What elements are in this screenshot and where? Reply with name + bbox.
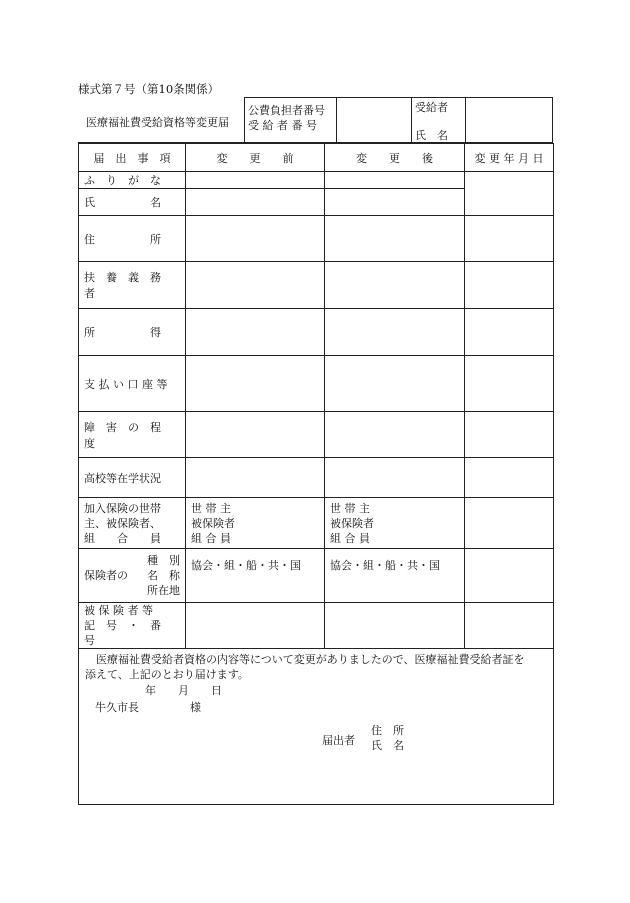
income-after[interactable] [325, 309, 465, 356]
recipient-number-label: 受 給 者 番 号 [248, 119, 317, 132]
supporter-before[interactable] [186, 262, 325, 309]
recipient-name-label: 氏 名 [415, 129, 448, 142]
notice-area [79, 649, 554, 805]
insurer-date[interactable] [465, 549, 554, 603]
name-after[interactable] [325, 189, 465, 216]
row-label-name: 氏 名 [79, 189, 186, 216]
col-item: 届 出 事 項 [79, 144, 186, 172]
symbol-before[interactable] [186, 603, 325, 649]
row-label-furigana: ふ り が な [79, 172, 186, 189]
insurer-after[interactable]: 協会・組・船・共・国 [325, 549, 465, 603]
form-title: 医療福祉費受給資格等変更届 [86, 116, 229, 129]
row-label-account: 支 払 い 口 座 等 [79, 356, 186, 412]
form-header [78, 97, 552, 142]
row-label-insured: 加入保険の世帯 主、被保険者、 組 合 員 [79, 498, 186, 549]
account-date[interactable] [465, 356, 554, 412]
notice-date: 年 月 日 [145, 684, 222, 697]
symbol-date[interactable] [465, 603, 554, 649]
income-before[interactable] [186, 309, 325, 356]
income-date[interactable] [465, 309, 554, 356]
col-date: 変 更 年 月 日 [465, 144, 554, 172]
account-before[interactable] [186, 356, 325, 412]
address-after[interactable] [325, 216, 465, 262]
row-label-income: 所 得 [79, 309, 186, 356]
insured-after[interactable]: 世 帯 主 被保険者 組 合 員 [325, 498, 465, 549]
insured-date[interactable] [465, 498, 554, 549]
row-label-insurer: 保険者の 種 別 名 称 所在地 [79, 549, 186, 603]
symbol-after[interactable] [325, 603, 465, 649]
name-before[interactable] [186, 189, 325, 216]
account-after[interactable] [325, 356, 465, 412]
number-field[interactable] [338, 99, 410, 141]
honorific: 様 [190, 701, 201, 714]
recipient-label: 受給者 [415, 101, 448, 114]
supporter-after[interactable] [325, 262, 465, 309]
form-label: 様式第７号（第10条関係） [78, 82, 220, 96]
public-number-label: 公費負担者番号 [248, 104, 325, 117]
col-after: 変 更 後 [325, 144, 465, 172]
school-before[interactable] [186, 458, 325, 498]
supporter-date[interactable] [465, 262, 554, 309]
change-table [78, 143, 554, 805]
school-after[interactable] [325, 458, 465, 498]
insurer-before[interactable]: 協会・組・船・共・国 [186, 549, 325, 603]
applicant-name-label: 氏 名 [371, 739, 404, 752]
col-before: 変 更 前 [186, 144, 325, 172]
disability-date[interactable] [465, 412, 554, 458]
address-date[interactable] [465, 216, 554, 262]
row-label-disability: 障 害 の 程 度 [79, 412, 186, 458]
notice-text-1: 医療福祉費受給者資格の内容等について変更がありましたので、医療福祉費受給者証を [96, 653, 525, 666]
number-labels [248, 103, 338, 133]
row-label-school: 高校等在学状況 [79, 458, 186, 498]
address-before[interactable] [186, 216, 325, 262]
notice-text-2: 添えて、上記のとおり届けます。 [85, 668, 249, 681]
recipient-name-field[interactable] [467, 99, 551, 141]
disability-after[interactable] [325, 412, 465, 458]
disability-before[interactable] [186, 412, 325, 458]
applicant-label: 届出者 [322, 734, 355, 747]
name-date[interactable] [465, 172, 554, 216]
applicant-address-label: 住 所 [371, 724, 404, 737]
row-label-supporter: 扶 養 義 務 者 [79, 262, 186, 309]
school-date[interactable] [465, 458, 554, 498]
furigana-before[interactable] [186, 172, 325, 189]
row-label-symbol: 被 保 険 者 等 記 号 ・ 番 号 [79, 603, 186, 649]
addressee: 牛久市長 [95, 701, 139, 714]
insured-before[interactable]: 世 帯 主 被保険者 組 合 員 [186, 498, 325, 549]
row-label-address: 住 所 [79, 216, 186, 262]
furigana-after[interactable] [325, 172, 465, 189]
